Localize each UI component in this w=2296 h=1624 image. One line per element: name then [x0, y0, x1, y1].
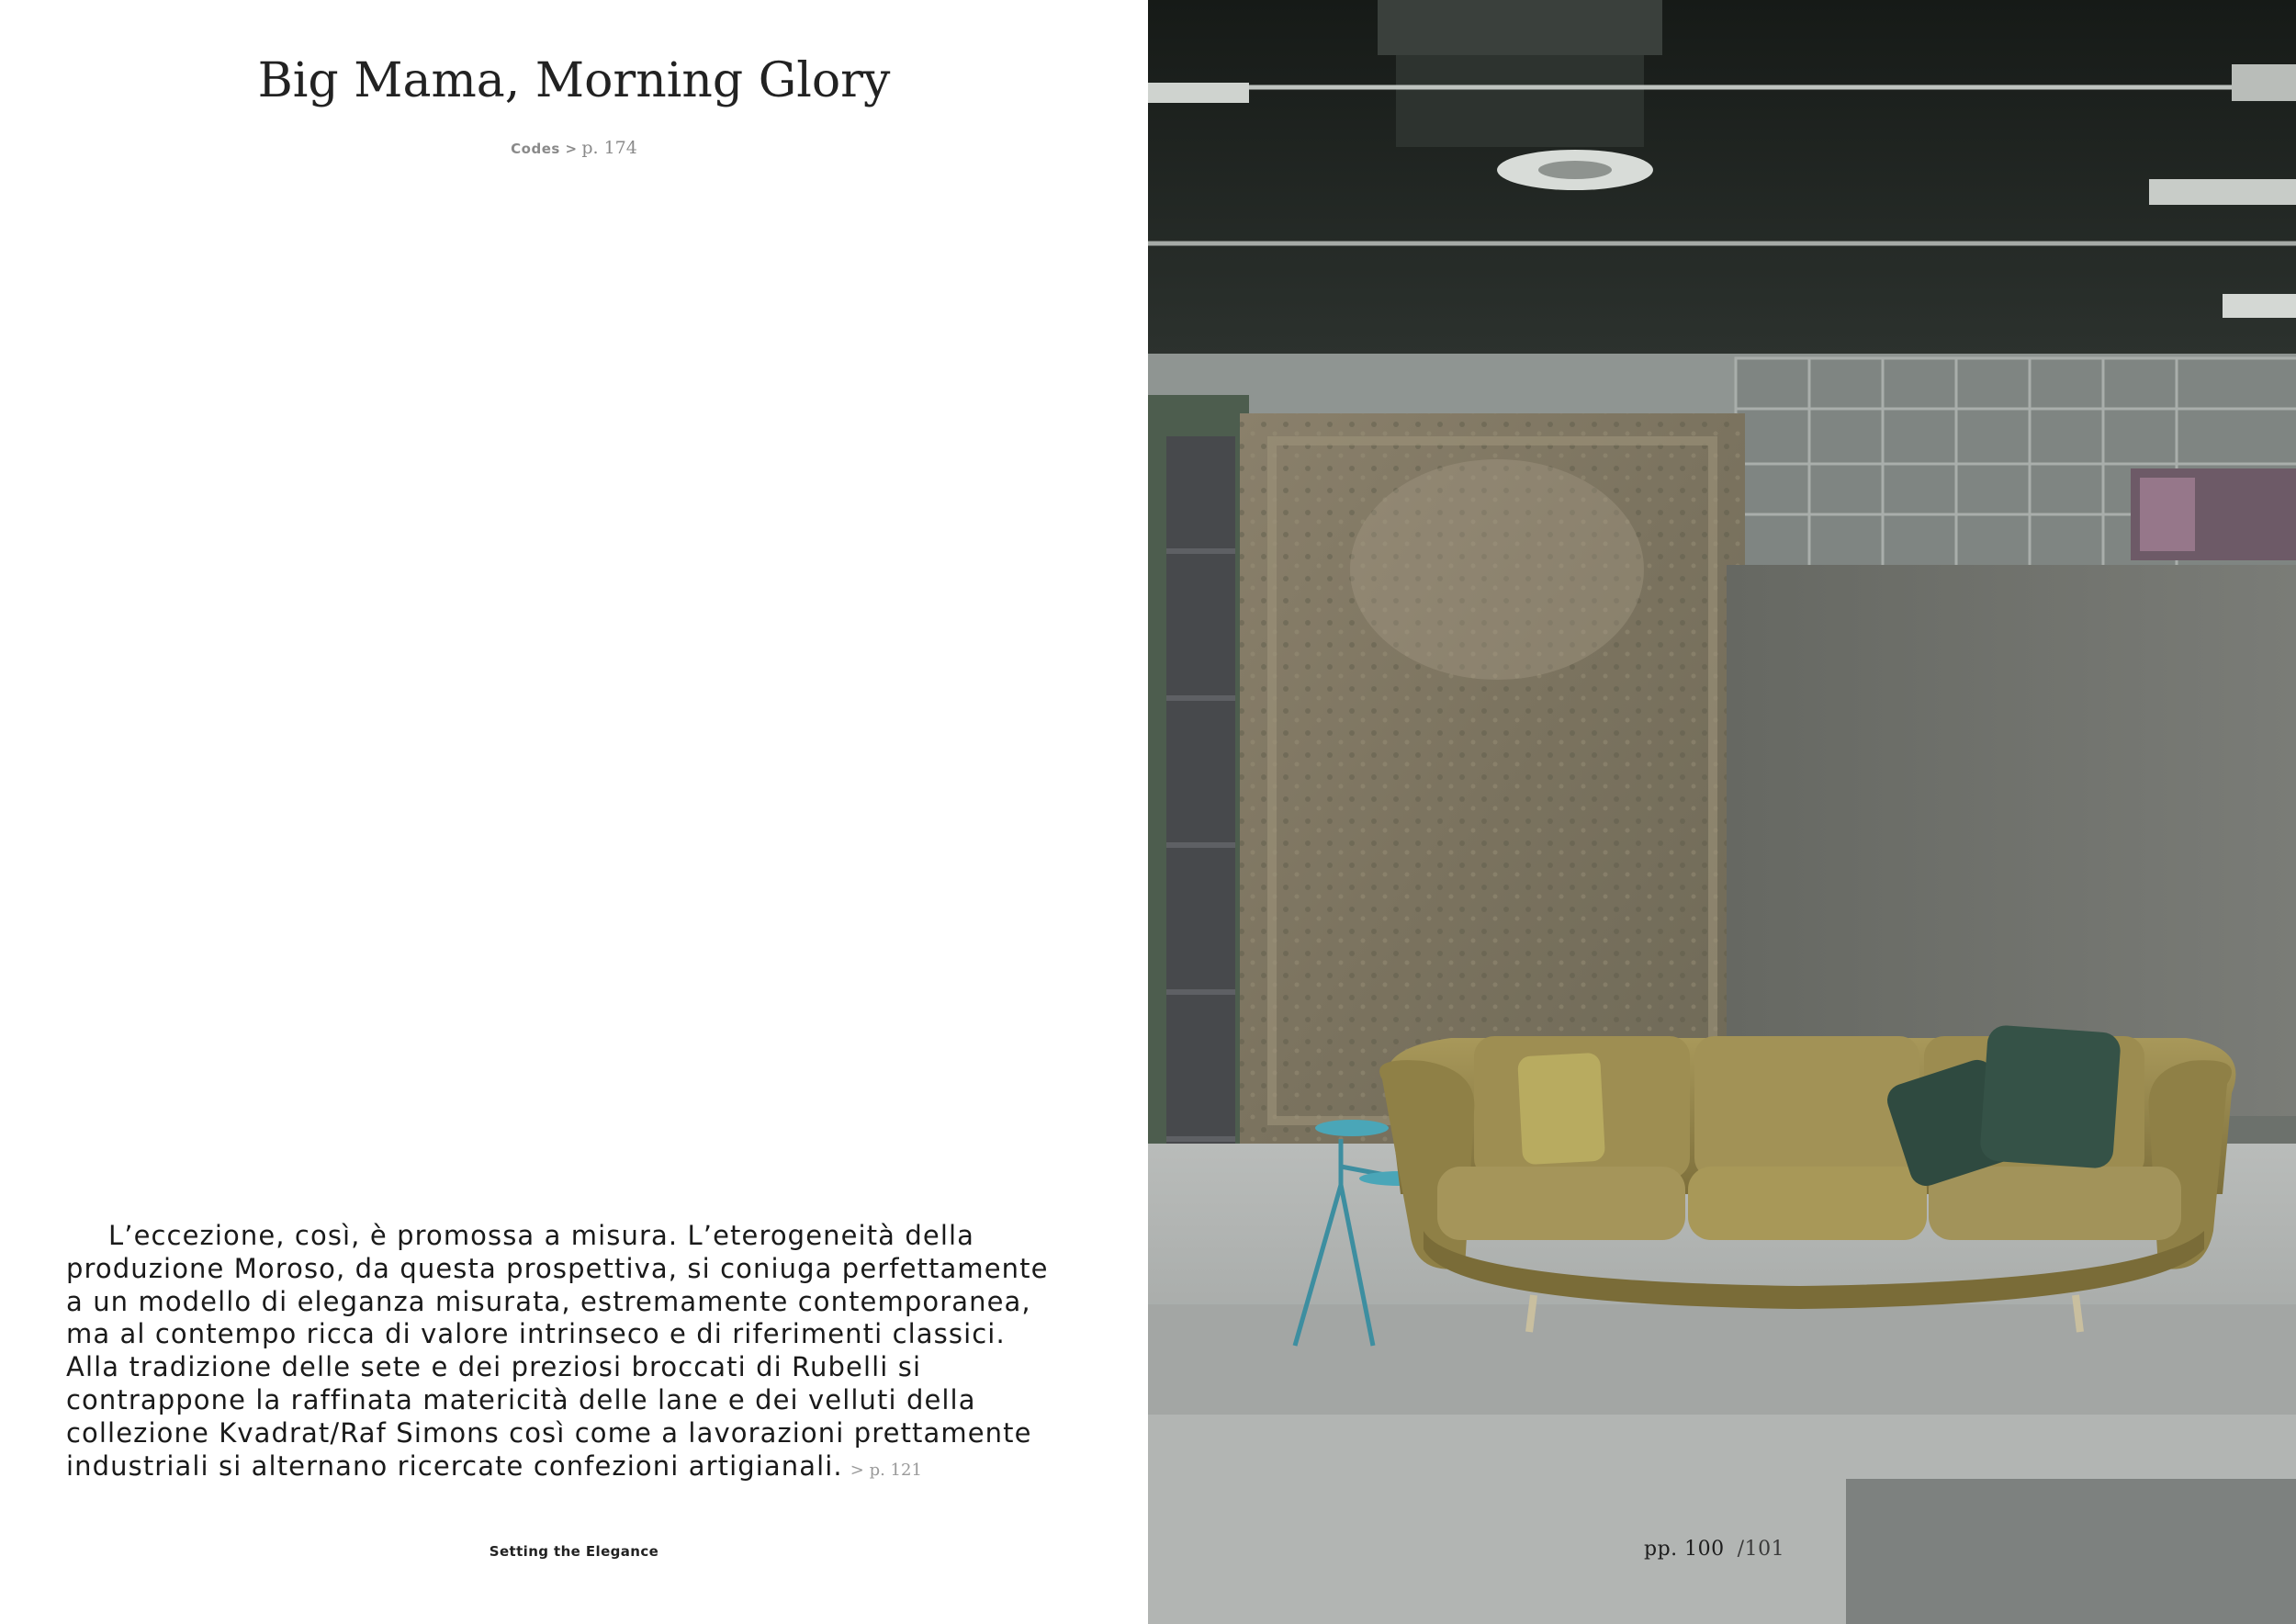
page-numbers-suffix: /101 — [1737, 1538, 1785, 1561]
ceiling-light — [2223, 294, 2296, 318]
floor-rug-dark — [1846, 1479, 2296, 1624]
cushion-patterned — [1517, 1053, 1605, 1166]
ceiling-vent-inner — [1538, 161, 1612, 179]
ceiling-duct — [1396, 55, 1644, 147]
body-line-last — [66, 1450, 1040, 1487]
codes-page-link[interactable]: p. 174 — [581, 138, 637, 158]
product-photo — [1148, 0, 2296, 1624]
page-numbers-prefix: pp. 100 — [1644, 1538, 1725, 1561]
body-line: Alla tradizione delle sete e dei preziosi broccati di Rubelli si — [66, 1351, 922, 1383]
codes-reference — [0, 138, 1148, 158]
body-line: a un modello di eleganza misurata, estremamente contemporanea, — [66, 1285, 1031, 1317]
section-footer: Setting the Elegance — [489, 1543, 659, 1560]
sofa-seat-cushion — [1437, 1167, 1685, 1240]
sofa-leg — [1529, 1295, 1534, 1332]
sofa-seat-cushion — [1929, 1167, 2181, 1240]
codes-label: Codes > — [511, 141, 578, 157]
wall-artwork-detail — [2140, 478, 2195, 551]
sofa-back-cushion — [1694, 1036, 1919, 1179]
page-title: Big Mama, Morning Glory — [257, 53, 891, 108]
photo-illustration — [1148, 0, 2296, 1624]
floor-rug — [1148, 1304, 2296, 1415]
ceiling-light — [2149, 179, 2296, 205]
side-table-top — [1315, 1120, 1389, 1136]
page-numbers — [1644, 1538, 1784, 1561]
page-reference-link[interactable]: > p. 121 — [850, 1460, 922, 1480]
body-line: produzione Moroso, da questa prospettiva, si coniuga perfettamente — [66, 1252, 1049, 1284]
body-line-text: industriali si alternano ricercate confezioni artigianali. — [66, 1449, 843, 1482]
ceiling — [1148, 0, 2296, 358]
body-line: ma al contempo ricca di valore intrinseco e di riferimenti classici. — [66, 1318, 1006, 1350]
rug-worn-area — [1350, 459, 1644, 680]
body-line: collezione Kvadrat/Raf Simons così come a lavorazioni prettamente — [66, 1416, 1032, 1449]
body-paragraph — [66, 1220, 1049, 1486]
ceiling-duct — [1378, 0, 1662, 55]
body-line: L’eccezione, così, è promossa a misura. L’eterogeneità della — [108, 1220, 975, 1251]
cushion-green — [1979, 1024, 2122, 1169]
sofa-seat-cushion — [1688, 1167, 1927, 1240]
ceiling-light — [2232, 64, 2296, 101]
ceiling-light — [1148, 83, 1249, 103]
sofa-leg — [2076, 1295, 2080, 1332]
body-line: contrappone la raffinata matericità delle lane e dei velluti della — [66, 1383, 976, 1415]
